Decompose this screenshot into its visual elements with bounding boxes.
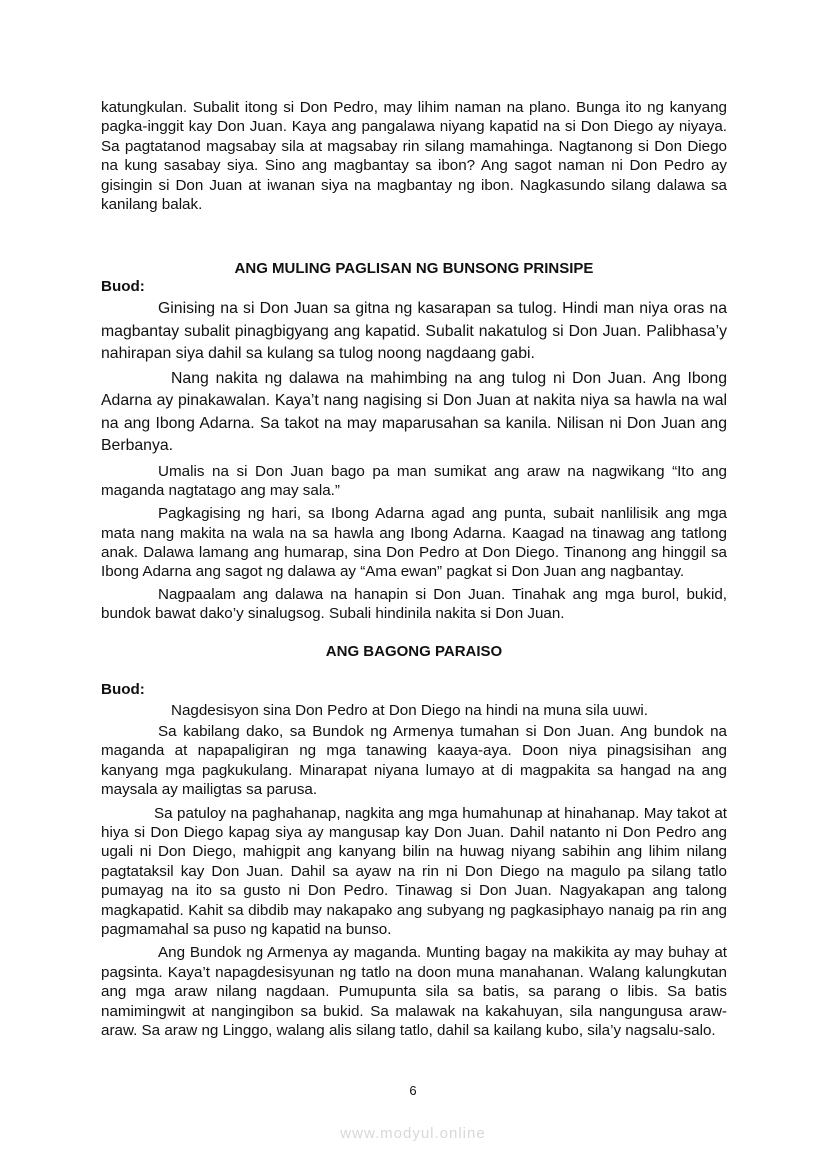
paragraph: Sa kabilang dako, sa Bundok ng Armenya tumahan si Don Juan. Ang bundok na maganda at napapaligiran ng mga tanawing kaaya-aya. Doon niya pinagsisihan ang kanyang mga pagkukulang. Minarapat niyana lumayo at di magpakita sa hangad na ang maysala ay mailigtas sa parusa.: [101, 722, 727, 799]
paragraph: Pagkagising ng hari, sa Ibong Adarna agad ang punta, subait nanlilisik ang mga mata nang makita na wala na sa hawla ang Ibong Adarna. Kaagad na tinawag ang tatlong anak. Dalawa lamang ang humarap, sina Don Pedro at Don Diego. Tinanong ang hinggil sa Ibong Adarna ang sagot ng dalawa ay “Ama ewan” pagkat si Don Juan ang nagbantay.: [101, 505, 727, 580]
watermark: www.modyul.online: [340, 1125, 486, 1142]
page-content: [101, 98, 727, 1040]
paragraph: Sa patuloy na paghahanap, nagkita ang mga humahunap at hinahanap. May takot at hiya si Don Diego kapag siya ay mangusap kay Don Juan. Dahil natanto ni Don Pedro ang ugali ni Don Diego, mahigpit ang kanyang bilin na huwag niyang sabihin ang lihim nilang pagtataksil kay Don Juan. Dahil sa ayaw na rin ni Don Diego na magulo pa silang tatlo pumayag na ito sa gusto ni Don Pedro. Tinawag si Don Juan. Nagyakapan ang talong magkapatid. Kahit sa dibdib may nakapako ang subyang ng pagkasiphayo nanaig pa rin ang pagmamahal sa puso ng kapatid na bunso.: [101, 804, 727, 939]
paragraph: Nang nakita ng dalawa na mahimbing na ang tulog ni Don Juan. Ang Ibong Adarna ay pinakawalan. Kaya’t nang nagising si Don Juan at nakita niya sa hawla na wal na ang Ibong Adarna. Sa takot na may maparusahan sa kanila. Nilisan ni Don Juan ang Berbanya.: [101, 369, 727, 455]
section-title-muling-paglisan: ANG MULING PAGLISAN NG BUNSONG PRINSIPE: [234, 260, 594, 278]
intro-paragraph: katungkulan. Subalit itong si Don Pedro, may lihim naman na plano. Bunga ito ng kanyang pagka-inggit kay Don Juan. Kaya ang pangalawa niyang kapatid na si Don Diego ay niyaya. Sa pagtatanod magsabay sila at magsabay rin silang mamahinga. Nagtanong si Don Diego na kung sasabay siya. Sino ang magbantay sa ibon? Ang sagot naman ni Don Pedro ay gisingin si Don Juan at iwanan siya na magbantay ng ibon. Nagkasundo silang dalawa sa kanilang balak.: [101, 99, 727, 214]
section-title-bagong-paraiso: ANG BAGONG PARAISO: [325, 642, 503, 660]
paragraph: Ang Bundok ng Armenya ay maganda. Munting bagay na makikita ay may buhay at pagsinta. Kaya’t napagdesisyunan ng tatlo na doon muna manahanan. Walang kalungkutan ang mga araw nilang nagdaan. Pumupunta sila sa batis, sa parang o libis. Sa batis namimingwit at nangingibon sa bukid. Sa malawak na kakahuyan, sila nangungusa araw-araw. Sa araw ng Linggo, walang alis silang tatlo, dahil sa kailang kubo, sila’y nagsalu-salo.: [101, 944, 727, 1040]
paragraph: Umalis na si Don Juan bago pa man sumikat ang araw na nagwikang “Ito ang maganda nagtatago ang may sala.”: [101, 462, 727, 500]
paragraph: Nagpaalam ang dalawa na hanapin si Don Juan. Tinahak ang mga burol, bukid, bundok bawat dako’y sinalugsog. Subali hindinila nakita si Don Juan.: [101, 586, 727, 623]
summary-label: Buod:: [101, 680, 145, 698]
paragraph: Nagdesisyon sina Don Pedro at Don Diego na hindi na muna sila uuwi.: [171, 701, 649, 719]
paragraph: Ginising na si Don Juan sa gitna ng kasarapan sa tulog. Hindi man niya oras na magbantay subalit pinagbigyang ang kapatid. Subalit nakatulog si Don Juan. Palibhasa’y nahirapan siya dahil sa kulang sa tulog noong nagdaang gabi.: [101, 300, 727, 363]
page-number: 6: [409, 1083, 417, 1098]
summary-label: Buod:: [101, 278, 145, 296]
